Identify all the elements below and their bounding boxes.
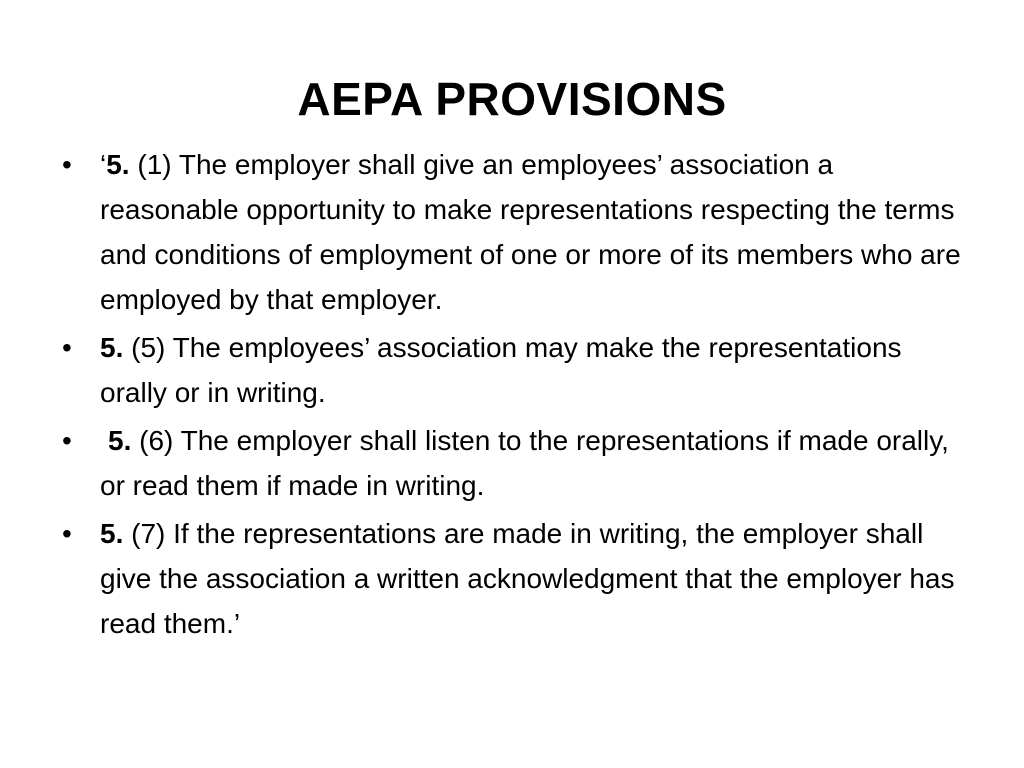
provision-text: (6) The employer shall listen to the representations if made orally, or read them if made in writing. [100, 425, 949, 501]
section-number: 5. [106, 149, 130, 180]
slide-title: AEPA PROVISIONS [297, 73, 727, 125]
list-item [0, 142, 1024, 322]
section-number: 5. [100, 332, 124, 363]
bullet-icon: • [62, 518, 72, 549]
provision-text: (5) The employees’ association may make the representations orally or in writing. [100, 332, 902, 408]
bullet-list [0, 142, 1024, 649]
section-number: 5. [108, 425, 132, 456]
list-item [0, 511, 1024, 646]
provision-text: (7) If the representations are made in writing, the employer shall give the association a written acknowledgment that the employer has read them.’ [100, 518, 955, 639]
bullet-icon: • [62, 149, 72, 180]
section-number: 5. [100, 518, 124, 549]
provision-text: (1) The employer shall give an employees’ association a reasonable opportunity to make representations respecting the terms and conditions of employment of one or more of its members who are employed by that employer. [100, 149, 961, 315]
opening-quote: ‘ [100, 149, 107, 180]
bullet-icon: • [62, 332, 72, 363]
list-item [0, 325, 1024, 415]
list-item [0, 418, 1024, 508]
bullet-icon: • [62, 425, 72, 456]
